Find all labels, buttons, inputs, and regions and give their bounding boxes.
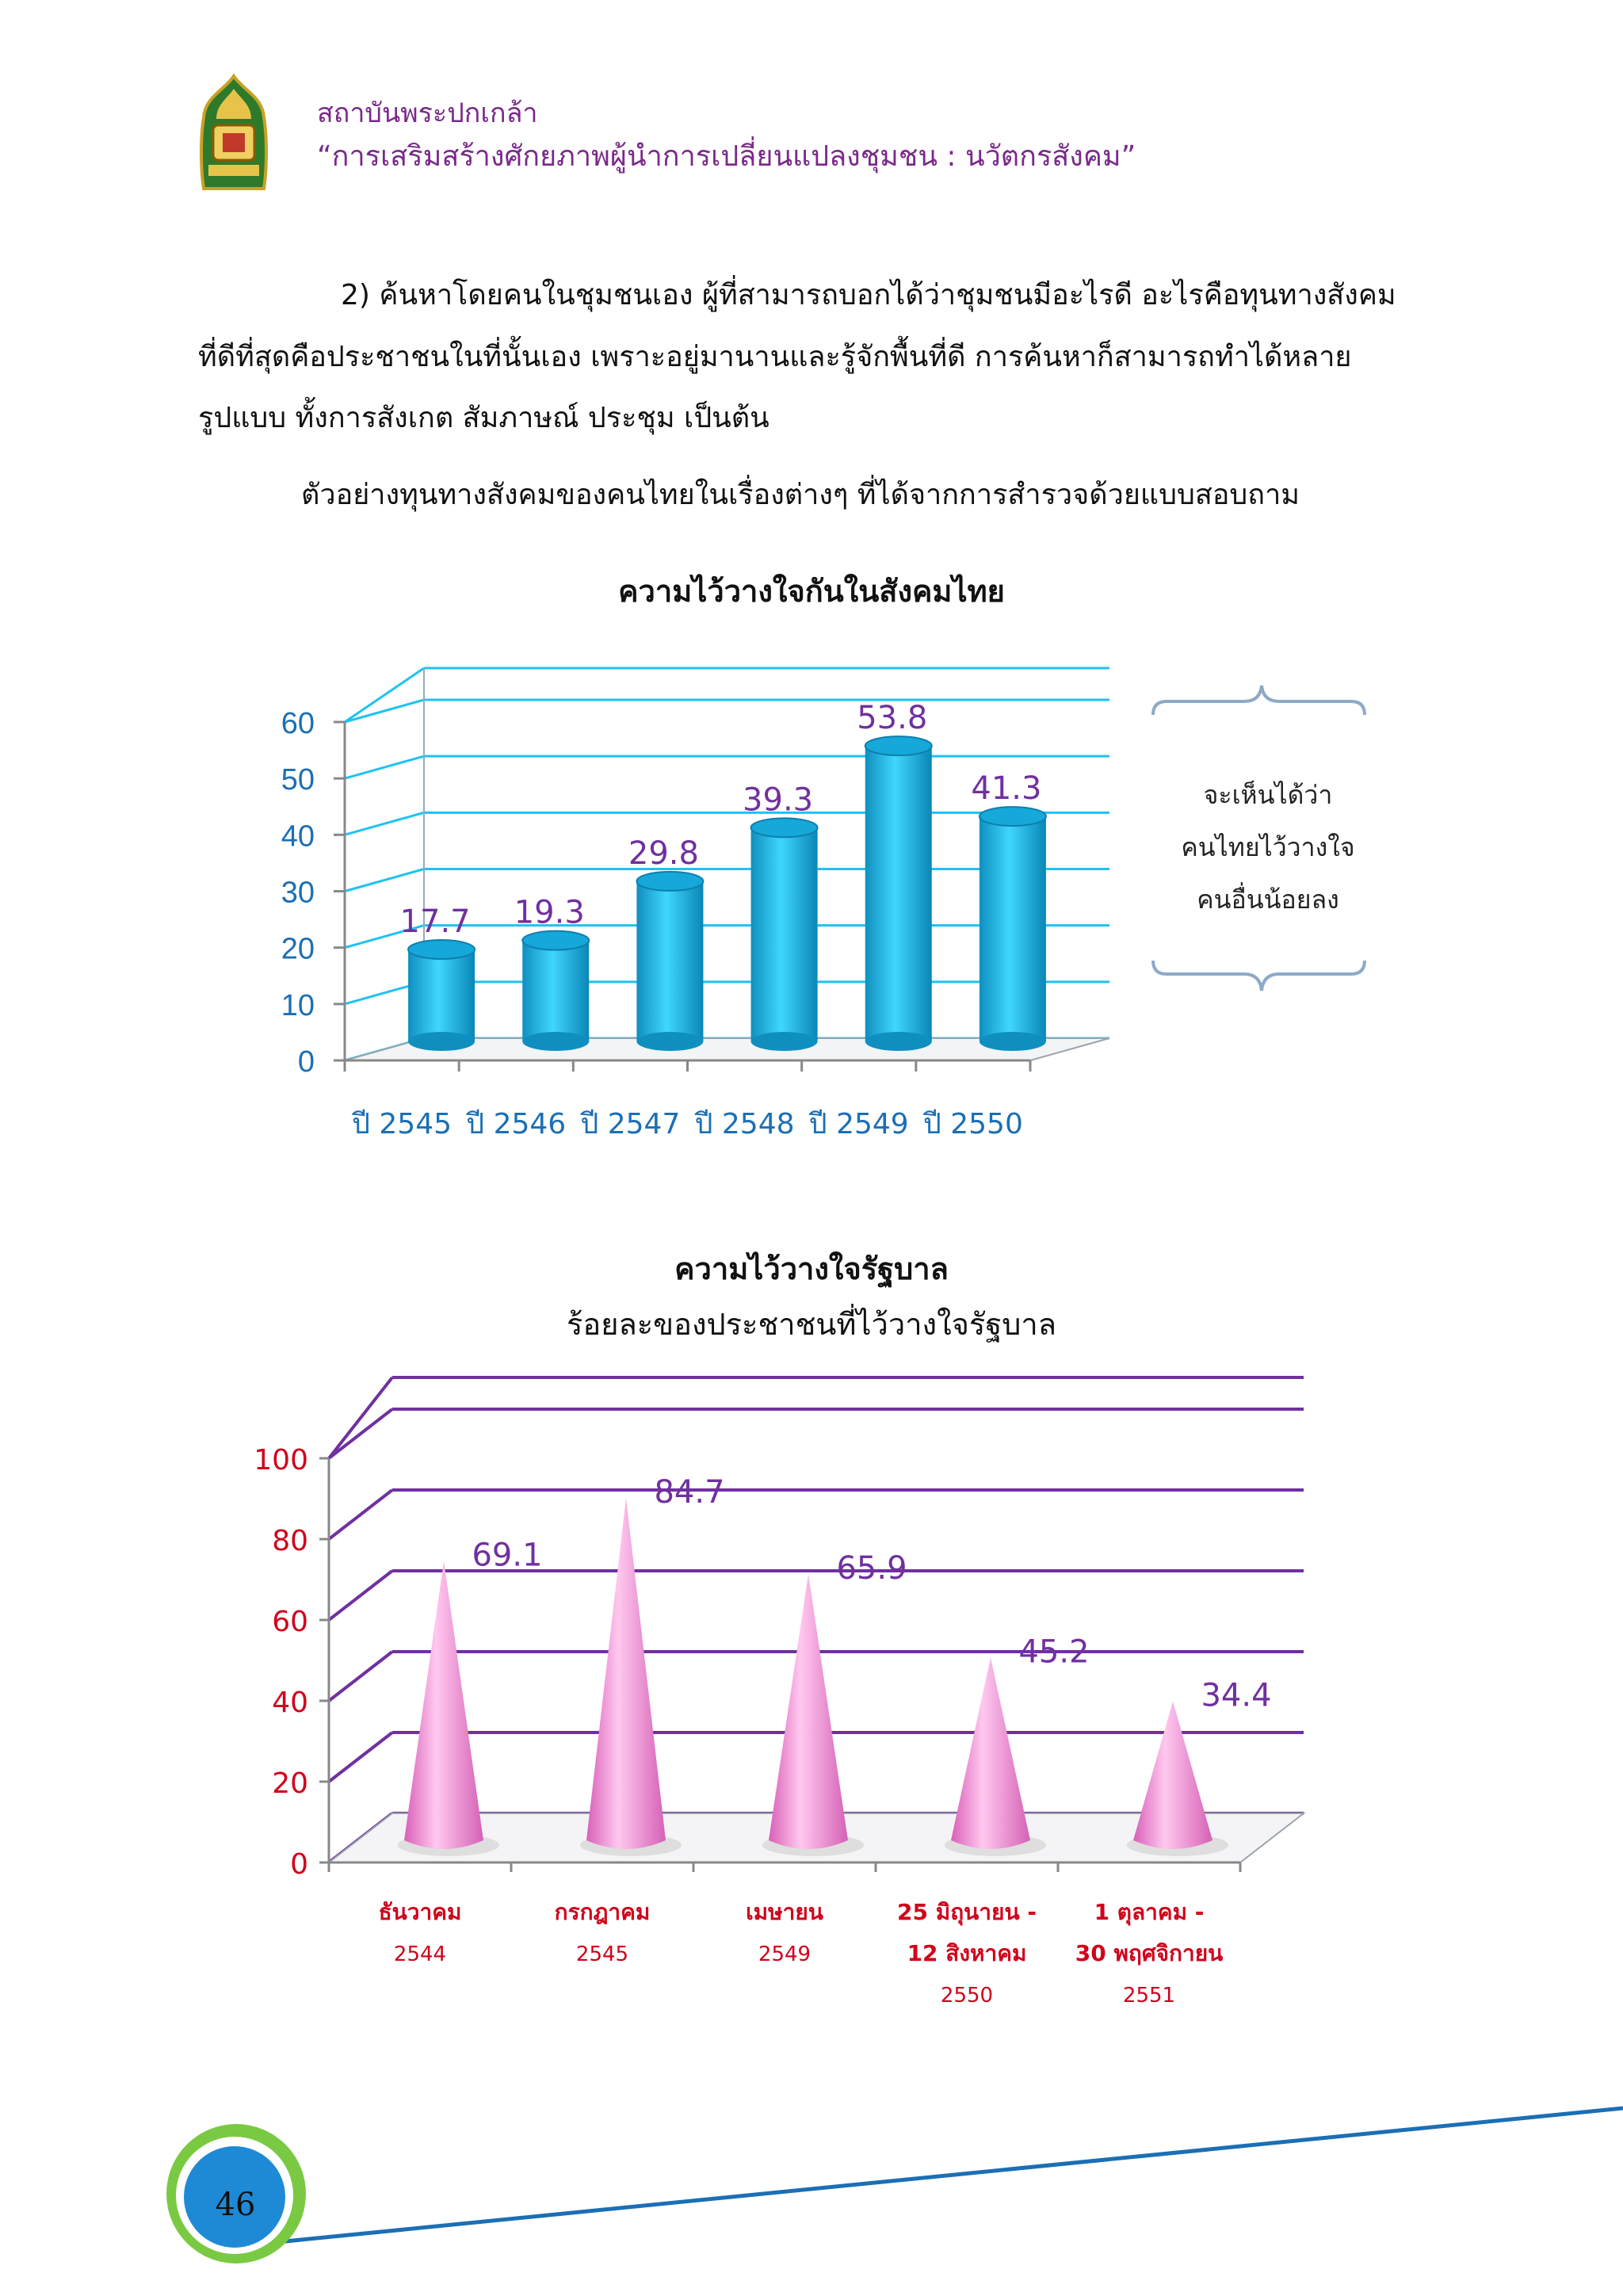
footer-decoration bbox=[0, 2061, 1623, 2296]
header-institute: สถาบันพระปกเกล้า bbox=[317, 97, 538, 129]
chart2-cone bbox=[951, 1657, 1030, 1849]
chart2-subtitle: ร้อยละของประชาชนที่ไว้วางใจรัฐบาล bbox=[566, 1307, 1057, 1342]
chart2-gridline-diag bbox=[329, 1490, 392, 1539]
chart1-data-label: 53.8 bbox=[857, 700, 928, 737]
chart1-data-label: 39.3 bbox=[743, 781, 814, 819]
chart2-cone bbox=[404, 1561, 483, 1849]
chart2-data-label: 65.9 bbox=[836, 1549, 907, 1587]
chart2-category-label: 25 มิถุนายน - bbox=[897, 1899, 1037, 1925]
chart2-data-label: 84.7 bbox=[654, 1474, 725, 1511]
chart2-data-label: 34.4 bbox=[1201, 1677, 1272, 1714]
chart2-category-label: เมษายน bbox=[746, 1899, 823, 1925]
chart2-ytick-label: 100 bbox=[254, 1444, 308, 1477]
header-subtitle: “การเสริมสร้างศักยภาพผู้นำการเปลี่ยนแปลงชุมชน : นวัตกรสังคม” bbox=[317, 140, 1136, 173]
note-line-3: คนอื่นน้อยลง bbox=[1197, 884, 1339, 915]
chart1-category-label: ปี 2548 bbox=[694, 1108, 795, 1140]
chart2-category-label: 12 สิงหาคม bbox=[907, 1940, 1027, 1966]
chart2-category-label: 2549 bbox=[758, 1943, 812, 1966]
chart1-category-label: ปี 2550 bbox=[922, 1108, 1023, 1140]
example-intro: ตัวอย่างทุนทางสังคมของคนไทยในเรื่องต่างๆ ที่ได้จากการสำรวจด้วยแบบสอบถาม bbox=[301, 479, 1300, 511]
chart1-ytick-label: 20 bbox=[281, 932, 315, 966]
paragraph-line-2: ที่ดีที่สุดคือประชาชนในที่นั้นเอง เพราะอยู่มานานและรู้จักพื้นที่ดี การค้นหาก็สามารถทำได้หลาย bbox=[198, 341, 1352, 373]
paragraph-line-3: รูปแบบ ทั้งการสังเกต สัมภาษณ์ ประชุม เป็นต้น bbox=[198, 402, 769, 434]
chart1-ytick-label: 30 bbox=[281, 876, 315, 910]
chart2-category-label: กรกฎาคม bbox=[554, 1899, 651, 1925]
chart1-data-label: 19.3 bbox=[514, 894, 585, 931]
chart1-category-label: ปี 2547 bbox=[580, 1108, 681, 1140]
chart2-gridline-diag bbox=[329, 1571, 392, 1620]
chart2-cone bbox=[1133, 1702, 1212, 1849]
chart2-title: ความไว้วางใจรัฐบาล bbox=[674, 1251, 949, 1286]
chart2-category-label: 2551 bbox=[1122, 1984, 1176, 2008]
chart1-ytick-label: 50 bbox=[281, 763, 315, 797]
chart1-data-label: 17.7 bbox=[399, 904, 471, 941]
chart2-category-label: 2550 bbox=[940, 1984, 994, 2008]
chart1-category-label: ปี 2549 bbox=[808, 1108, 909, 1140]
chart2-cone bbox=[769, 1574, 848, 1849]
chart2-ytick-label: 20 bbox=[272, 1767, 308, 1800]
chart1-ytick-label: 0 bbox=[297, 1045, 315, 1079]
chart2-gridline-diag bbox=[329, 1733, 392, 1782]
chart2-data-label: 69.1 bbox=[472, 1537, 543, 1574]
chart2-category-label: 1 ตุลาคม - bbox=[1094, 1899, 1205, 1925]
chart1-ytick-label: 40 bbox=[281, 819, 315, 854]
page-number: 46 bbox=[215, 2187, 256, 2223]
chart1-ytick-label: 10 bbox=[281, 988, 315, 1022]
paragraph-line-1: 2) ค้นหาโดยคนในชุมชนเอง ผู้ที่สามารถบอกได้ว่าชุมชนมีอะไรดี อะไรคือทุนทางสังคม bbox=[341, 279, 1396, 311]
chart1-category-label: ปี 2545 bbox=[352, 1108, 453, 1140]
chart2-ytick-label: 40 bbox=[272, 1687, 308, 1719]
chart1-title: ความไว้วางใจกันในสังคมไทย bbox=[618, 574, 1005, 609]
chart2-cone bbox=[586, 1498, 666, 1849]
note-line-1: จะเห็นได้ว่า bbox=[1203, 780, 1333, 810]
chart2-category-label: ธันวาคม bbox=[378, 1899, 462, 1925]
chart1-data-label: 41.3 bbox=[971, 770, 1042, 808]
chart2-ytick-label: 60 bbox=[272, 1606, 308, 1638]
chart1-data-label: 29.8 bbox=[628, 835, 699, 872]
chart2-data-label: 45.2 bbox=[1018, 1633, 1090, 1671]
chart2-category-label: 30 พฤศจิกายน bbox=[1075, 1940, 1224, 1966]
chart2-gridline-diag bbox=[329, 1652, 392, 1701]
note-line-2: คนไทยไว้วางใจ bbox=[1181, 832, 1355, 862]
chart2-ytick-label: 80 bbox=[272, 1525, 308, 1557]
chart1-ytick-label: 60 bbox=[281, 707, 315, 740]
chart2-category-label: 2545 bbox=[575, 1943, 629, 1966]
chart2-ytick-label: 0 bbox=[290, 1848, 308, 1881]
chart2-category-label: 2544 bbox=[393, 1943, 447, 1966]
chart1-category-label: ปี 2546 bbox=[466, 1108, 567, 1140]
